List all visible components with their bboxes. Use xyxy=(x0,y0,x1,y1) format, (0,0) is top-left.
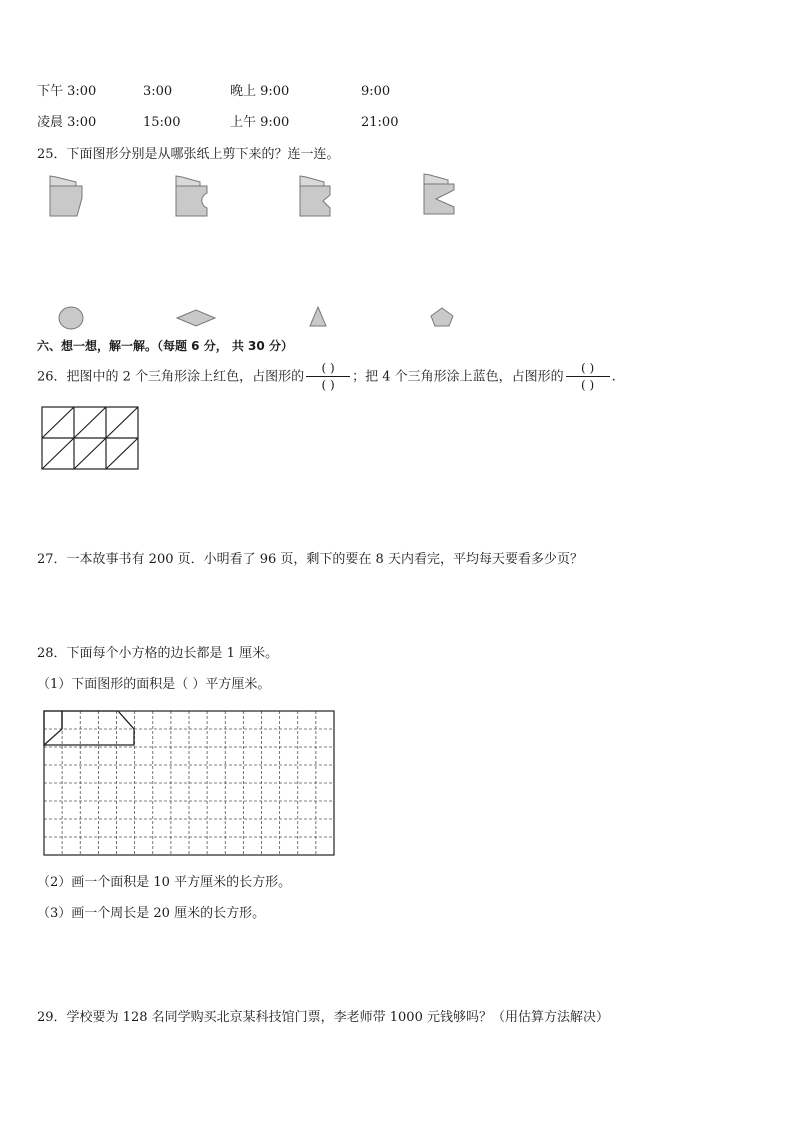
question-28-part-1: （1）下面图形的面积是（ ）平方厘米。 xyxy=(37,677,271,692)
time-cell: 晚上 9:00 xyxy=(230,84,290,99)
time-cell: 3:00 xyxy=(143,84,173,99)
question-28-part-3: （3）画一个周长是 20 厘米的长方形。 xyxy=(37,906,266,921)
time-cell: 上午 9:00 xyxy=(230,115,290,130)
time-cell: 凌晨 3:00 xyxy=(37,115,97,130)
time-cell: 下午 3:00 xyxy=(37,84,97,99)
time-cell: 21:00 xyxy=(361,115,399,130)
time-cell: 15:00 xyxy=(143,115,181,130)
section-6-title: 六、想一想，解一解。（每题 6 分， 共 30 分） xyxy=(37,339,293,353)
fraction-numerator: ( ) xyxy=(581,361,595,375)
q26-text-end: . xyxy=(611,369,616,385)
q26-text-2: ；把 4 个三角形涂上蓝色，占图形的 xyxy=(352,369,564,385)
fraction-denominator: ( ) xyxy=(321,378,335,392)
area-figure xyxy=(44,711,62,745)
question-28: 28．下面每个小方格的边长都是 1 厘米。 xyxy=(37,646,279,661)
fraction-numerator: ( ) xyxy=(321,361,335,375)
question-27: 27．一本故事书有 200 页．小明看了 96 页，剩下的要在 8 天内看完，平均每天要看多少页？ xyxy=(37,552,583,567)
question-25: 25．下面图形分别是从哪张纸上剪下来的？连一连。 xyxy=(37,147,340,162)
question-28-part-2: （2）画一个面积是 10 平方厘米的长方形。 xyxy=(37,875,292,890)
area-figure-outline xyxy=(44,711,134,745)
fraction-denominator: ( ) xyxy=(581,378,595,392)
q26-text-1: 26．把图中的 2 个三角形涂上红色，占图形的 xyxy=(37,369,305,385)
time-cell: 9:00 xyxy=(361,84,391,99)
question-29: 29．学校要为 128 名同学购买北京某科技馆门票，李老师带 1000 元钱够吗？（用估算方法解决） xyxy=(37,1010,609,1025)
